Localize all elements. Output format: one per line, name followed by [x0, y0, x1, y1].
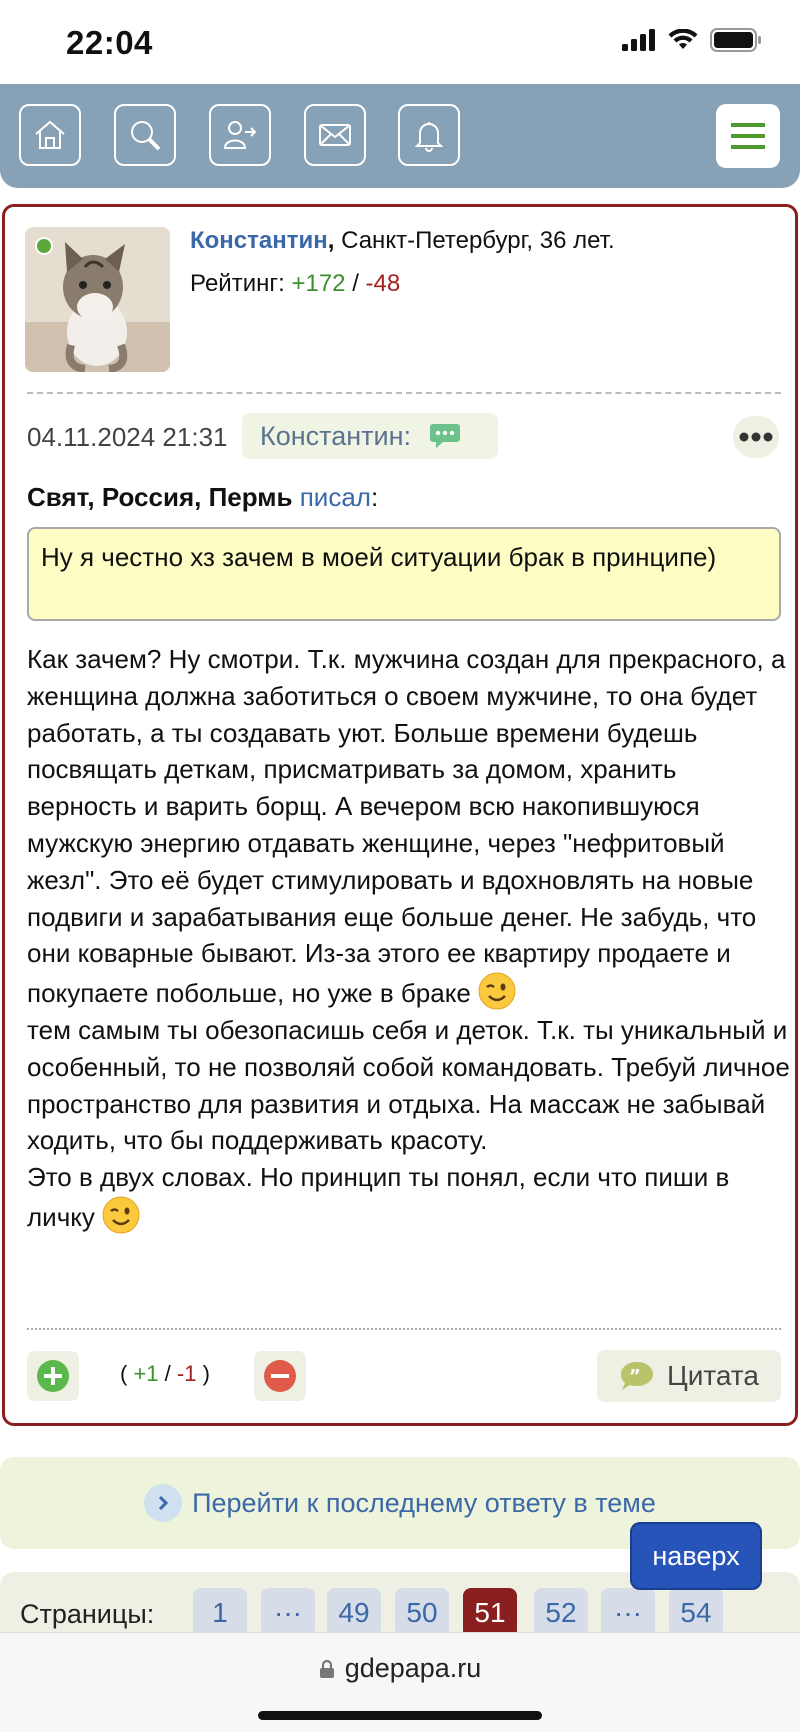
- quote-text: Ну я честно хз зачем в моей ситуации брак в принципе): [27, 527, 781, 621]
- menu-button[interactable]: [716, 104, 780, 168]
- lock-icon: [319, 1659, 335, 1679]
- quote-button[interactable]: [597, 1350, 781, 1402]
- home-indicator: [258, 1711, 542, 1720]
- rating-plus: +172: [291, 270, 346, 297]
- last-answer-label: Перейти к последнему ответу в теме: [192, 1487, 656, 1518]
- author-comma: ,: [327, 227, 335, 254]
- quote-bubble-icon: [619, 1360, 655, 1392]
- notifications-button[interactable]: [398, 104, 460, 166]
- mail-icon: [318, 118, 352, 152]
- author-meta: Санкт-Петербург, 36 лет.: [341, 227, 615, 254]
- cellular-signal-icon: [622, 29, 656, 51]
- divider: [27, 392, 781, 394]
- vote-minus-count: -1: [176, 1361, 197, 1386]
- divider: [27, 1328, 781, 1330]
- plus-circle-icon: [36, 1359, 70, 1393]
- author-name-link[interactable]: Константин: [190, 227, 328, 254]
- battery-icon: [710, 28, 762, 52]
- page-link-1[interactable]: 1: [193, 1588, 247, 1632]
- wifi-icon: [668, 29, 698, 51]
- page-current-51: 51: [463, 1588, 517, 1632]
- page-link-50[interactable]: 50: [395, 1588, 449, 1632]
- login-button[interactable]: [209, 104, 271, 166]
- status-bar: [0, 0, 800, 84]
- wink-emoji-icon: [478, 972, 516, 1010]
- bell-icon: [412, 118, 446, 152]
- forum-post: [2, 204, 798, 1426]
- pages-label: Страницы:: [20, 1599, 155, 1629]
- page-link-54[interactable]: 54: [669, 1588, 723, 1632]
- quote-button-label: Цитата: [667, 1360, 759, 1391]
- post-body: [27, 641, 791, 1236]
- speech-bubble-icon: [429, 422, 461, 450]
- quote-colon: :: [370, 482, 379, 512]
- ellipsis-icon: [739, 432, 773, 442]
- page-link-49[interactable]: 49: [327, 1588, 381, 1632]
- author-chip-label: Константин:: [260, 420, 412, 451]
- post-body-part1: Как зачем? Ну смотри. Т.к. мужчина создан для прекрасного, а женщина должна заботиться о своем мужчине, то она будет работать, а ты создавать уют. Больше времени будешь посвящать деткам, присматривать за домом, хранить верность и варить борщ. А вечером всю накопившуюся мужскую энергию отдавать женщине, через "нефритовый жезл". Это её будет стимулировать и вдохновлять на новые подвиги и зарабатывания еще больше денег. Не забудь, что они коварные бывают. Из-за этого ее квартиру продаете и покупаете побольше, но уже в браке: [27, 644, 793, 1009]
- page-ellipsis[interactable]: ···: [601, 1588, 655, 1632]
- messages-button[interactable]: [304, 104, 366, 166]
- site-navbar: [0, 84, 800, 188]
- status-icons: [622, 28, 762, 52]
- svg-text:”: ”: [629, 1366, 641, 1387]
- page-link-52[interactable]: 52: [534, 1588, 588, 1632]
- minus-circle-icon: [263, 1359, 297, 1393]
- quote-source-link[interactable]: писал: [299, 482, 371, 512]
- wink-emoji-icon: [102, 1196, 140, 1234]
- vote-plus-count: +1: [133, 1361, 159, 1386]
- quote-author: Свят, Россия, Пермь: [27, 482, 293, 512]
- reply-to-author-button[interactable]: [242, 413, 498, 459]
- vote-count: [120, 1361, 210, 1387]
- home-button[interactable]: [19, 104, 81, 166]
- post-body-part2: тем самым ты обезопасишь себя и деток. Т.к. ты уникальный и особенный, то не позволяй собой командовать. Требуй личное пространство для развития и отдыха. На массаж не забывай ходить, что бы поддерживать красоту. Это в двух словах. Но принцип ты понял, если что пиши в личку: [27, 1014, 790, 1232]
- browser-bottom-bar: [0, 1632, 800, 1732]
- vote-bracket-close: ): [202, 1361, 210, 1386]
- online-status-dot: [35, 237, 53, 255]
- scroll-to-top-button[interactable]: наверх: [630, 1522, 762, 1590]
- vote-separator: /: [164, 1361, 171, 1386]
- chevron-right-icon: [144, 1484, 182, 1522]
- rating-label: Рейтинг:: [190, 270, 285, 297]
- address-bar[interactable]: [0, 1653, 800, 1684]
- hamburger-menu-icon: [731, 121, 765, 151]
- status-time: 22:04: [66, 24, 153, 61]
- author-info: [190, 227, 615, 255]
- url-text: gdepapa.ru: [344, 1653, 482, 1683]
- search-icon: [128, 118, 162, 152]
- rating-separator: /: [352, 270, 359, 297]
- post-date: 04.11.2024 21:31: [27, 422, 228, 452]
- vote-bracket-open: (: [120, 1361, 128, 1386]
- vote-up-button[interactable]: [27, 1351, 79, 1401]
- quote-header: [27, 482, 378, 513]
- search-button[interactable]: [114, 104, 176, 166]
- user-login-icon: [223, 118, 257, 152]
- more-options-button[interactable]: [733, 416, 779, 458]
- avatar[interactable]: [25, 227, 170, 372]
- author-rating: [190, 270, 400, 298]
- vote-down-button[interactable]: [254, 1351, 306, 1401]
- home-icon: [33, 118, 67, 152]
- page-ellipsis[interactable]: ···: [261, 1588, 315, 1632]
- rating-minus: -48: [365, 270, 401, 297]
